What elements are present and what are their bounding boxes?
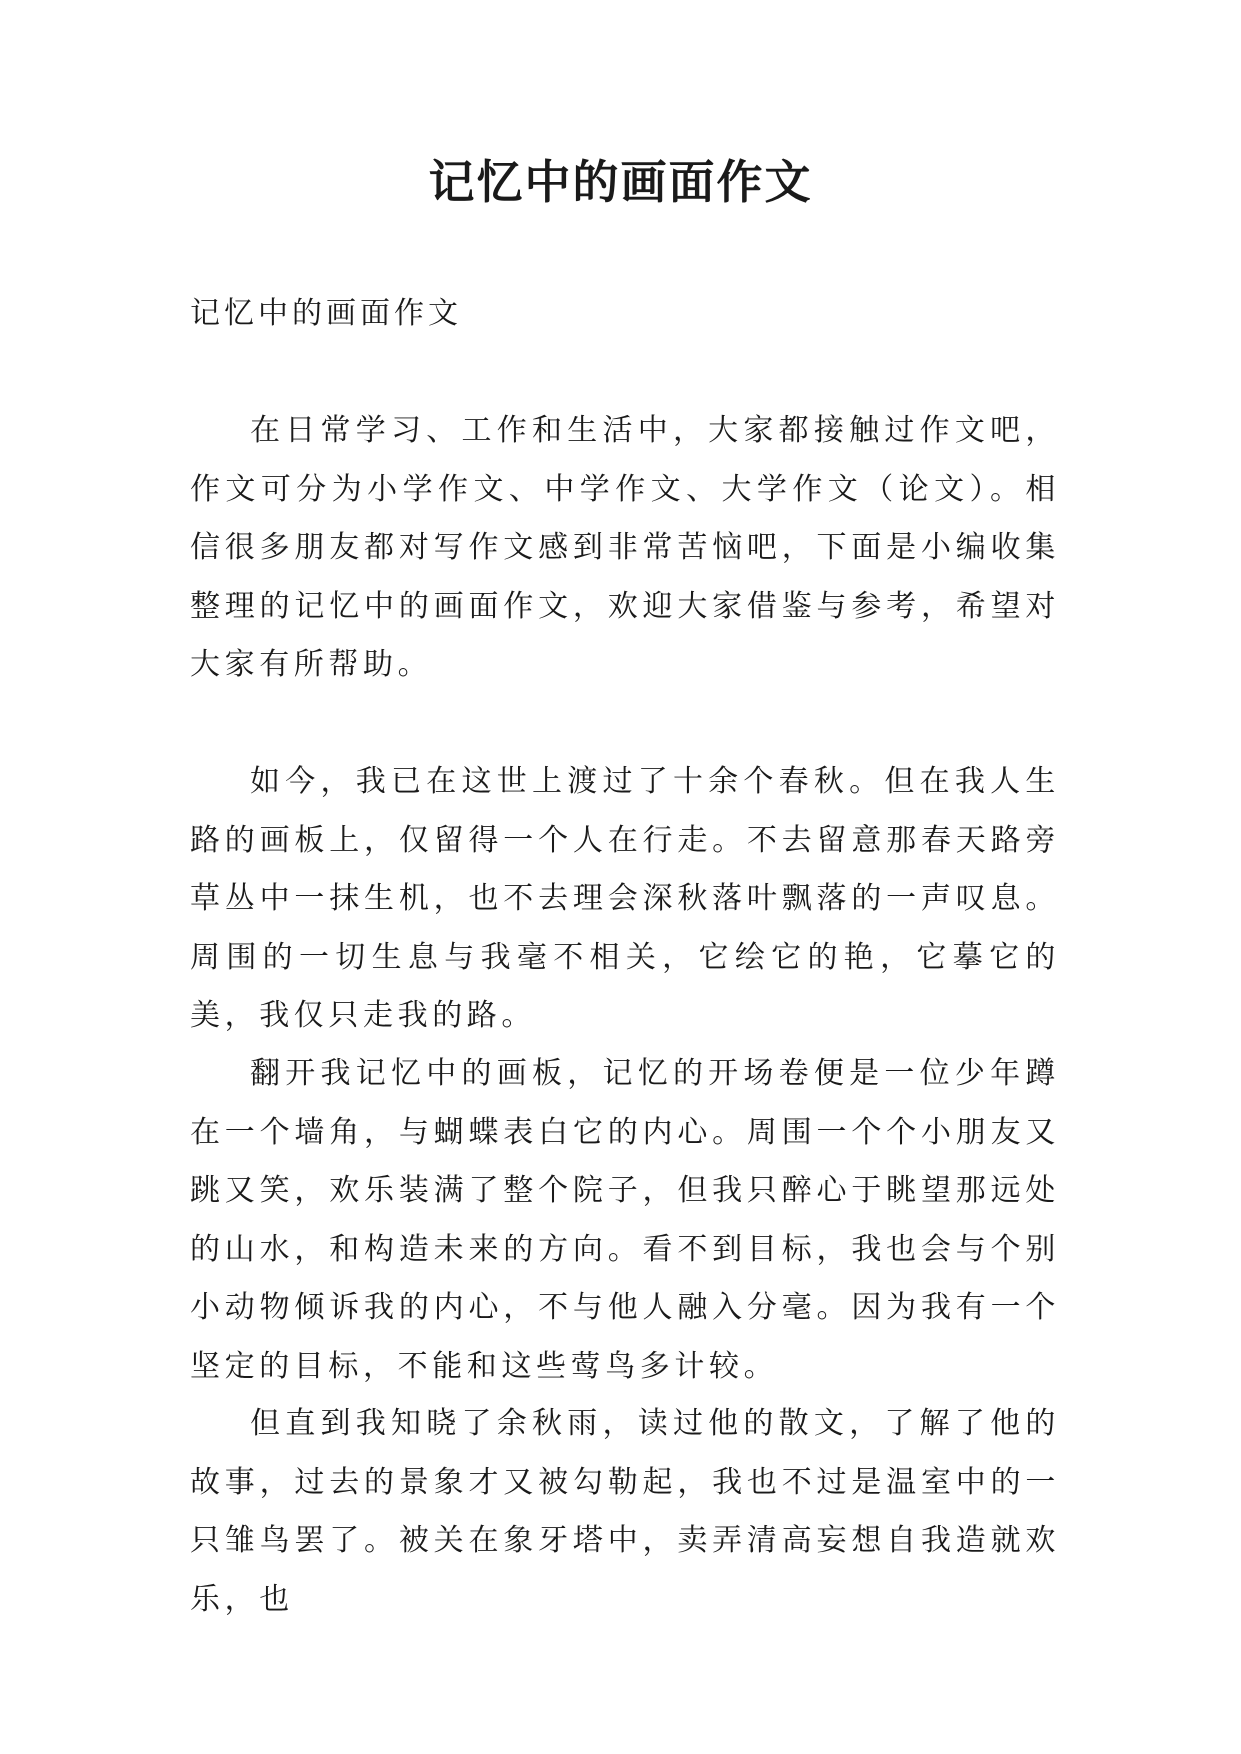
paragraph-3: 翻开我记忆中的画板，记忆的开场卷便是一位少年蹲在一个墙角，与蝴蝶表白它的内心。周围一个个小朋友又跳又笑，欢乐装满了整个院子，但我只醉心于眺望那远处的山水，和构造未来的方向。看不到目标，我也会与个别小动物倾诉我的内心，不与他人融入分毫。因为我有一个坚定的目标，不能和这些莺鸟多计较。 <box>190 1056 1060 1384</box>
document-subtitle: 记忆中的画面作文 <box>190 296 462 331</box>
paragraph-4: 但直到我知晓了余秋雨，读过他的散文，了解了他的故事，过去的景象才又被勾勒起，我也不过是温室中的一只雏鸟罢了。被关在象牙塔中，卖弄清高妄想自我造就欢乐，也 <box>190 1406 1060 1617</box>
paragraph-2: 如今，我已在这世上渡过了十余个春秋。但在我人生路的画板上，仅留得一个人在行走。不去留意那春天路旁草丛中一抹生机，也不去理会深秋落叶飘落的一声叹息。周围的一切生息与我毫不相关，它绘它的艳，它摹它的美，我仅只走我的路。 <box>190 764 1060 1033</box>
paragraph-intro: 在日常学习、工作和生活中，大家都接触过作文吧，作文可分为小学作文、中学作文、大学作文（论文）。相信很多朋友都对写作文感到非常苦恼吧，下面是小编收集整理的记忆中的画面作文，欢迎大家借鉴与参考，希望对大家有所帮助。 <box>190 413 1060 682</box>
document-title: 记忆中的画面作文 <box>428 155 813 209</box>
